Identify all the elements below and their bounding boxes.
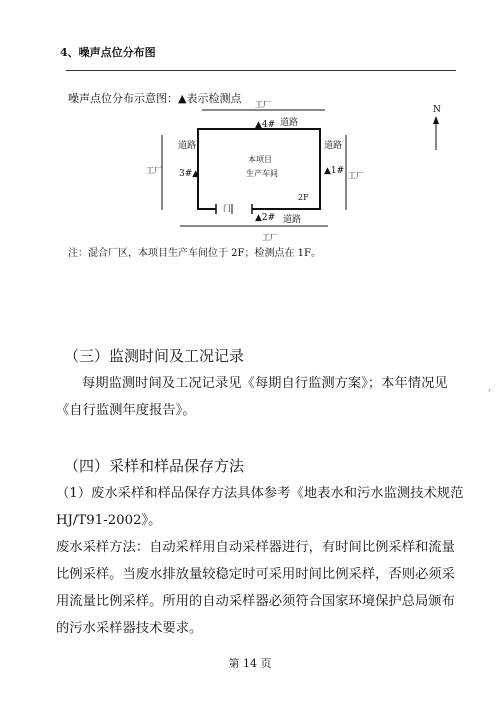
page-number: 第 14 页 — [228, 657, 272, 670]
section-heading-monitoring-time: （三）监测时间及工况记录 — [64, 347, 245, 365]
figure-caption: 噪声点位分布示意图：▲表示检测点 — [68, 92, 242, 105]
label-north: N — [433, 105, 441, 115]
label-building-line1: 本项目 — [248, 155, 272, 164]
paragraph-sampling-reference: （1）废水采样和样品保存方法具体参考《地表水和污水监测技术规范HJ/T91-2002》。 — [56, 486, 464, 528]
noise-point-1: ▲1# — [324, 166, 345, 176]
label-door: 门 — [223, 204, 231, 213]
label-factory-left: 工厂 — [146, 166, 162, 175]
label-road-top: 道路 — [280, 118, 299, 128]
noise-point-diagram — [140, 100, 460, 245]
noise-point-2: ▲2# — [255, 213, 276, 223]
noise-point-4: ▲4# — [255, 120, 276, 130]
label-factory-top: 工厂 — [255, 100, 271, 109]
label-factory-bottom: 工厂 — [262, 233, 278, 242]
label-road-bottom: 道路 — [283, 215, 302, 225]
section-heading-noise-map: 4、噪声点位分布图 — [60, 46, 156, 59]
north-arrow-icon — [433, 116, 439, 124]
label-factory-right: 工厂 — [348, 171, 364, 180]
noise-point-3: 3#▲ — [179, 169, 200, 179]
label-building-line2: 生产车间 — [246, 169, 278, 178]
label-road-right: 道路 — [324, 141, 343, 151]
paragraph-monitoring-time: 每期监测时间及工况记录见《每期自行监测方案》；本年情况见《自行监测年度报告》。 — [56, 376, 448, 418]
horizontal-rule — [66, 70, 456, 71]
paragraph-sampling-method: 废水采样方法：自动采样用自动采样器进行，有时间比例采样和流量比例采样。当废水排放量较稳定时可采用时间比例采样，否则必须采用流量比例采样。所用的自动采样器必须符合国家环境保护总局颁布的污水采样器技术要求。 — [56, 540, 455, 636]
figure-note: 注：混合厂区，本项目生产车间位于 2F；检测点在 1F。 — [68, 248, 321, 259]
label-floor-2f: 2F — [298, 193, 309, 202]
section-heading-sampling: （四）采样和样品保存方法 — [64, 457, 245, 475]
label-road-left: 道路 — [178, 141, 197, 151]
margin-mark: , — [488, 382, 492, 393]
